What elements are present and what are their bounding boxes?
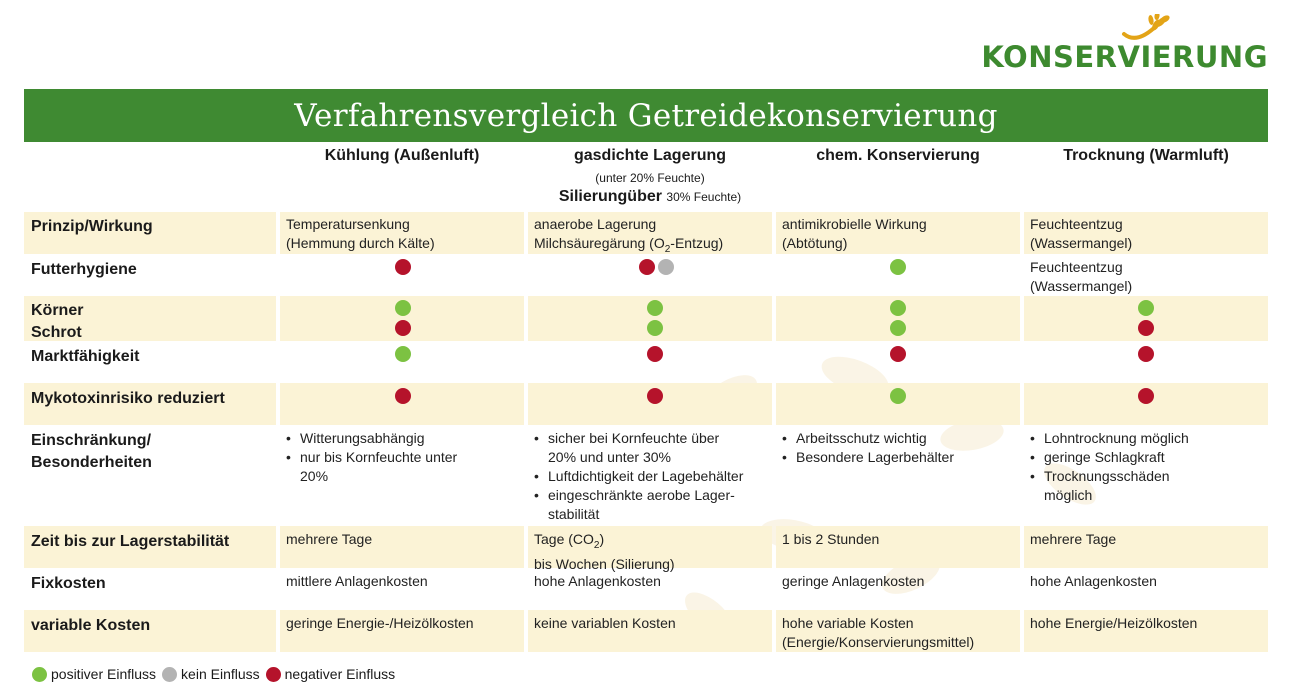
- rating-dot-positive: [395, 300, 411, 316]
- legend-label-none: kein Einfluss: [181, 666, 260, 682]
- legend-dot-neutral: [162, 667, 177, 682]
- rating-dot-positive: [647, 320, 663, 336]
- row-label-myko: Mykotoxinrisiko reduziert: [31, 390, 225, 407]
- wheat-icon: [1120, 14, 1172, 42]
- row-label-koerner: Körner: [31, 302, 84, 319]
- row-label-fixkosten: Fixkosten: [31, 575, 106, 592]
- rating-dot-negative: [1138, 346, 1154, 362]
- rating-dot-negative: [395, 320, 411, 336]
- rating-dot-negative: [395, 388, 411, 404]
- cell-fix-gasdicht: hohe Anlagenkosten: [534, 573, 661, 589]
- row-label-markt: Marktfähigkeit: [31, 348, 140, 365]
- column-subheader-silierung: Silierungüber 30% Feuchte): [558, 188, 742, 205]
- legend-label-positive: positiver Einfluss: [51, 666, 157, 682]
- legend-label-negative: negativer Einfluss: [284, 666, 396, 682]
- cell-fix-kuehlung: mittlere Anlagenkosten: [286, 573, 428, 589]
- cell-prinzip-gasdicht: anaerobe Lagerung Milchsäuregärung $(O_2-Entzug)$: [534, 216, 724, 255]
- column-header-kuehlung: Kühlung (Außenluft): [324, 147, 480, 164]
- rating-dot-positive: [890, 388, 906, 404]
- cell-fix-trocknung: hohe Anlagenkosten: [1030, 573, 1157, 589]
- cell-zeit-chem: 1 bis 2 Stunden: [782, 531, 880, 547]
- rating-dot-positive: [1138, 300, 1154, 316]
- row-label-variable-kosten: variable Kosten: [31, 617, 151, 634]
- cell-var-gasdicht: keine variablen Kosten: [534, 615, 676, 631]
- cell-einschr-chem: • Arbeitsschutz wichtig • Besondere Lagerbehälter: [776, 426, 1020, 470]
- page-title: Verfahrensvergleich Getreidekonservierung: [24, 89, 1268, 142]
- cell-zeit-trocknung: mehrere Tage: [1030, 531, 1117, 547]
- cell-einschr-gasdicht: • sicher bei Kornfeuchte über 20% und unter 30% • Luftdichtigkeit der Lagebehälter • eingeschränkte aerobe Lager-stabilität: [528, 426, 772, 527]
- row-label-prinzip: Prinzip/Wirkung: [31, 218, 153, 235]
- column-header-chem: chem. Konservierung: [816, 147, 980, 164]
- cell-fix-chem: geringe Anlagenkosten: [782, 573, 925, 589]
- cell-var-chem: hohe variable Kosten (Energie/Konservierungsmittel): [782, 615, 975, 650]
- column-subheader-feuchte: (unter 20% Feuchte): [595, 171, 705, 185]
- rating-dot-negative: [395, 259, 411, 275]
- cell-var-trocknung: hohe Energie/Heizölkosten: [1030, 615, 1198, 631]
- legend-dot-positive: [32, 667, 47, 682]
- cell-prinzip-chem: antimikrobielle Wirkung (Abtötung): [782, 216, 927, 251]
- cell-futterhygiene-trocknung: Feuchteentzug (Wassermangel): [1030, 259, 1133, 294]
- rating-dot-negative: [1138, 388, 1154, 404]
- logo: [968, 14, 1268, 74]
- cell-einschr-kuehlung: • Witterungsabhängig • nur bis Kornfeuchte unter 20%: [280, 426, 480, 489]
- row-label-futterhygiene: Futterhygiene: [31, 261, 137, 278]
- rating-dot-positive: [395, 346, 411, 362]
- cell-prinzip-trocknung: Feuchteentzug (Wassermangel): [1030, 216, 1133, 251]
- rating-dot-negative: [647, 346, 663, 362]
- rating-dot-positive: [890, 320, 906, 336]
- cell-einschr-trocknung: • Lohntrocknung möglich • geringe Schlagkraft • Trocknungsschäden möglich: [1024, 426, 1268, 508]
- rating-dot-negative: [647, 388, 663, 404]
- column-header-gasdicht: gasdichte Lagerung (unter 20% Feuchte) Silierungüber 30% Feuchte): [526, 147, 774, 206]
- legend: [32, 666, 401, 682]
- logo-text: KONSERVIERUNG: [981, 40, 1268, 74]
- cell-zeit-kuehlung: mehrere Tage: [286, 531, 373, 547]
- cell-prinzip-kuehlung: Temperatursenkung (Hemmung durch Kälte): [286, 216, 435, 251]
- row-label-zeit: Zeit bis zur Lagerstabilität: [31, 533, 230, 550]
- row-label-schrot: Schrot: [31, 324, 82, 341]
- rating-dot-negative: [1138, 320, 1154, 336]
- legend-dot-negative: [266, 667, 281, 682]
- column-header-trocknung: Trocknung (Warmluft): [1063, 147, 1229, 164]
- rating-dot-positive: [647, 300, 663, 316]
- rating-dot-neutral: [658, 259, 674, 275]
- row-label-einschraenkung: Einschränkung/ Besonderheiten: [31, 432, 152, 471]
- rating-dot-positive: [890, 259, 906, 275]
- cell-zeit-gasdicht: Tage $(CO_2)$ bis Wochen (Silierung): [534, 531, 675, 572]
- cell-var-kuehlung: geringe Energie-/Heizölkosten: [286, 615, 474, 631]
- rating-dot-negative: [639, 259, 655, 275]
- rating-dot-positive: [890, 300, 906, 316]
- rating-dot-negative: [890, 346, 906, 362]
